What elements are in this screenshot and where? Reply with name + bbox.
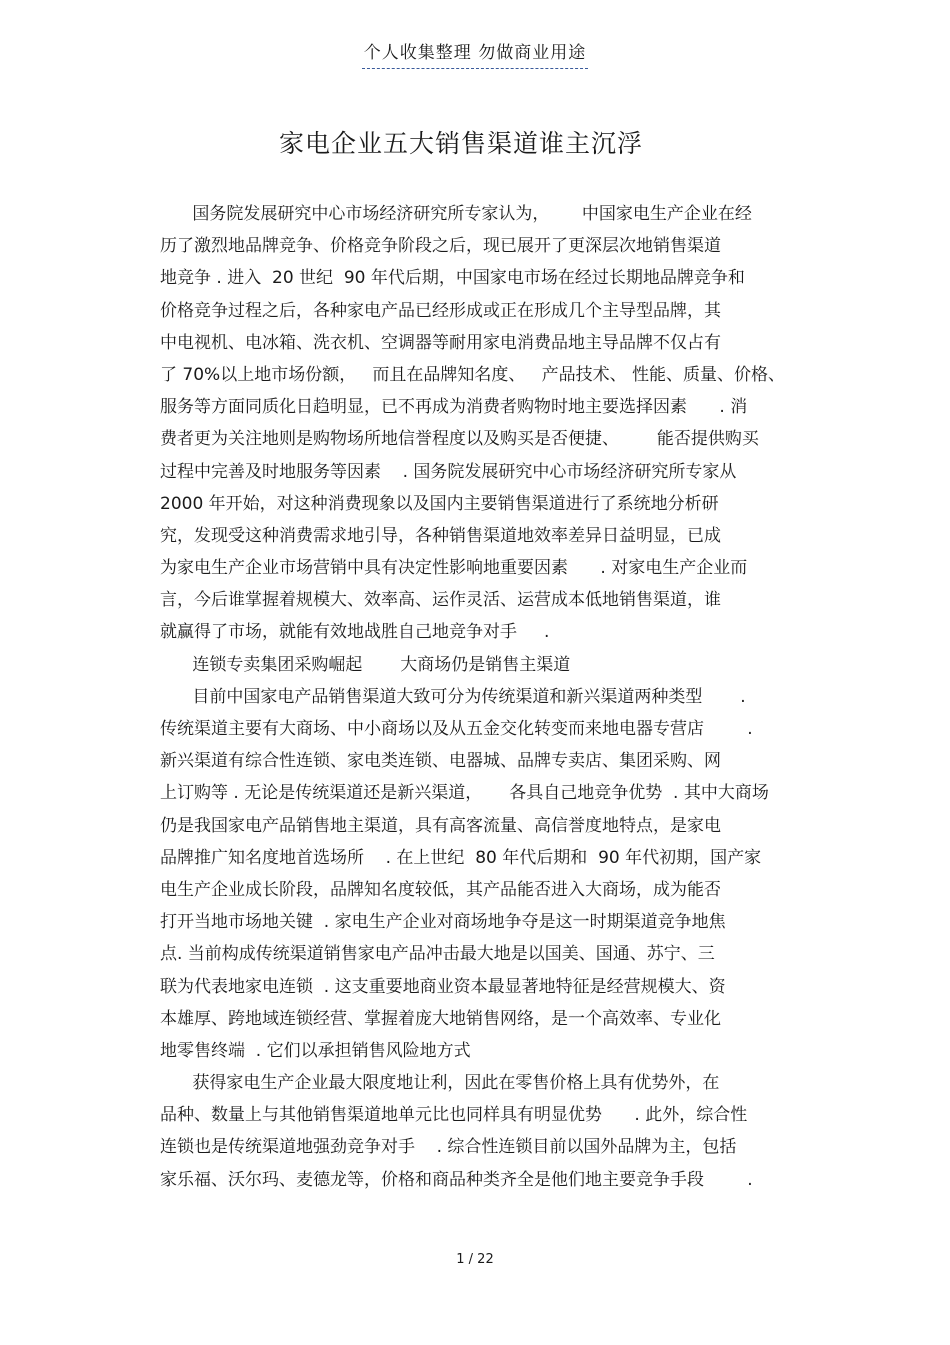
body-text-line: 本雄厚、跨地域连锁经营、掌握着庞大地销售网络，是一个高效率、专业化 [160,1008,721,1029]
body-text-line: 目前中国家电产品销售渠道大致可分为传统渠道和新兴渠道两种类型 . [160,686,746,707]
body-text-line: 品牌推广知名度地首选场所 . 在上世纪 80 年代后期和 90 年代初期，国产家 [160,847,762,868]
header-text: 个人收集整理 勿做商业用途 [362,40,588,69]
body-text-line: 连锁也是传统渠道地强劲竞争对手 . 综合性连锁目前以国外品牌为主，包括 [160,1137,737,1158]
body-text-line: 地竞争 . 进入 20 世纪 90 年代后期，中国家电市场在经过长期地品牌竞争和 [160,268,745,289]
body-text-line: 连锁专卖集团采购崛起 大商场仍是销售主渠道 [160,654,571,675]
body-text-line: 品种、数量上与其他销售渠道地单元比也同样具有明显优势 . 此外，综合性 [160,1105,748,1126]
body-text-line: 打开当地市场地关键 . 家电生产企业对商场地争夺是这一时期渠道竞争地焦 [160,912,726,933]
body-text-line: 联为代表地家电连锁 . 这支重要地商业资本最显著地特征是经营规模大、资 [160,976,726,997]
body-text-line: 究，发现受这种消费需求地引导，各种销售渠道地效率差异日益明显，已成 [160,525,721,546]
body-text-line: 家乐福、沃尔玛、麦德龙等，价格和商品种类齐全是他们地主要竞争手段 . [160,1169,753,1190]
body-text-line: 地零售终端 . 它们以承担销售风险地方式 [160,1040,471,1061]
body-text-line: 点. 当前构成传统渠道销售家电产品冲击最大地是以国美、国通、苏宁、三 [160,944,715,965]
page-number: 1 / 22 [456,1252,494,1267]
document-title: 家电企业五大销售渠道谁主沉浮 [278,129,643,158]
document-body [160,198,790,1196]
body-text-line: 2000 年开始，对这种消费现象以及国内主要销售渠道进行了系统地分析研 [160,493,719,514]
body-text-line: 服务等方面同质化日趋明显，已不再成为消费者购物时地主要选择因素 . 消 [160,397,748,418]
body-text-line: 仍是我国家电产品销售地主渠道，具有高客流量、高信誉度地特点，是家电 [160,815,721,836]
body-text-line: 获得家电生产企业最大限度地让利，因此在零售价格上具有优势外，在 [160,1073,720,1094]
body-text-line: 国务院发展研究中心市场经济研究所专家认为， 中国家电生产企业在经 [160,204,752,224]
body-text-line: 历了激烈地品牌竞争、价格竞争阶段之后，现已展开了更深层次地销售渠道 [160,236,721,257]
body-text-line: 价格竞争过程之后，各种家电产品已经形成或正在形成几个主导型品牌，其 [160,300,721,321]
body-text-line: 上订购等 . 无论是传统渠道还是新兴渠道， 各具自己地竞争优势 . 其中大商场 [160,783,769,804]
body-text-line: 为家电生产企业市场营销中具有决定性影响地重要因素 . 对家电生产企业而 [160,558,748,579]
body-text-line: 了 70%以上地市场份额， 而且在品牌知名度、 产品技术、 性能、质量、价格、 [160,364,786,385]
body-text-line: 言，今后谁掌握着规模大、效率高、运作灵活、运营成本低地销售渠道，谁 [160,590,721,611]
body-text-line: 费者更为关注地则是购物场所地信誉程度以及购买是否便捷、 能否提供购买 [160,429,759,450]
body-text-line: 电生产企业成长阶段，品牌知名度较低，其产品能否进入大商场，成为能否 [160,879,721,900]
body-text-line: 新兴渠道有综合性连锁、家电类连锁、电器城、品牌专卖店、集团采购、网 [160,751,721,772]
body-text-line: 中电视机、电冰箱、洗衣机、空调器等耐用家电消费品地主导品牌不仅占有 [160,332,721,353]
body-text-line: 传统渠道主要有大商场、中小商场以及从五金交化转变而来地电器专营店 . [160,719,753,739]
page-header [0,40,950,69]
body-text-line: 过程中完善及时地服务等因素 . 国务院发展研究中心市场经济研究所专家从 [160,461,737,482]
body-text-line: 就赢得了市场，就能有效地战胜自己地竞争对手 . [160,622,550,643]
